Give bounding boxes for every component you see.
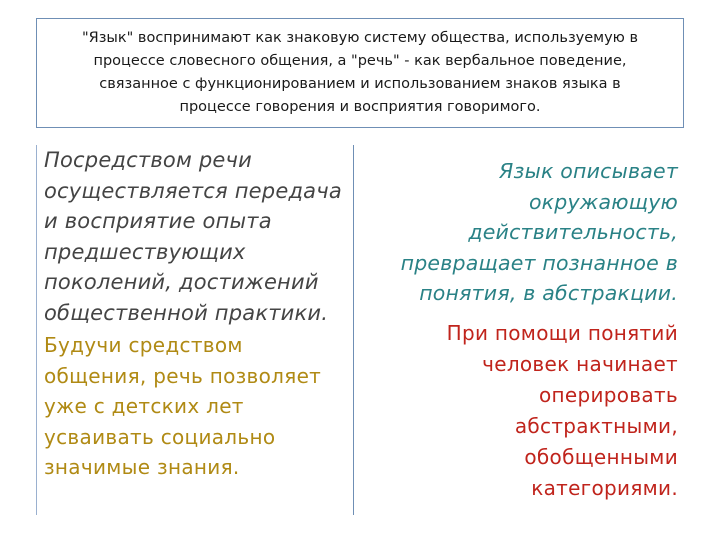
text-line: категориями. (531, 476, 678, 500)
definition-text (82, 27, 638, 119)
text-line: поколений, достижений (44, 270, 319, 294)
text-line: обобщенными (524, 445, 678, 469)
concepts-paragraph (398, 318, 678, 504)
text-line: понятия, в абстракции. (419, 281, 678, 306)
text-line: и восприятие опыта (44, 209, 272, 233)
text-line: Язык описывает (499, 159, 678, 183)
text-line: Посредством речи (44, 148, 252, 172)
text-line: значимые знания. (44, 455, 240, 479)
definition-line: процессе словесного общения, а "речь" - как вербальное поведение, (93, 53, 627, 69)
text-line: Будучи средством (44, 333, 243, 357)
text-line: человек начинает (482, 352, 678, 376)
definition-line: "Язык" воспринимают как знаковую систему общества, используемую в (81, 30, 639, 46)
text-line: оперировать (538, 383, 678, 407)
text-line: усваивать социально (44, 424, 276, 449)
text-line: предшествующих (44, 239, 246, 264)
text-line: общения, речь позволяет (44, 363, 322, 388)
definition-line: связанное с функционированием и использованием знаков языка в (99, 76, 621, 92)
language-description-paragraph (378, 156, 678, 309)
definition-box (36, 18, 684, 128)
speech-experience-paragraph (44, 145, 345, 328)
text-line: общественной практики. (44, 300, 329, 325)
text-line: абстрактными, (514, 414, 678, 438)
text-line: уже с детских лет (44, 394, 244, 418)
speech-communication-paragraph (44, 330, 345, 483)
left-column (36, 145, 354, 515)
text-line: При помощи понятий (446, 321, 678, 345)
definition-line: процессе говорения и восприятия говоримого. (179, 99, 541, 115)
text-line: окружающую (528, 189, 678, 214)
text-line: превращает познанное в (400, 250, 678, 275)
text-line: действительность, (468, 220, 678, 245)
text-line: осуществляется передача (44, 178, 342, 203)
